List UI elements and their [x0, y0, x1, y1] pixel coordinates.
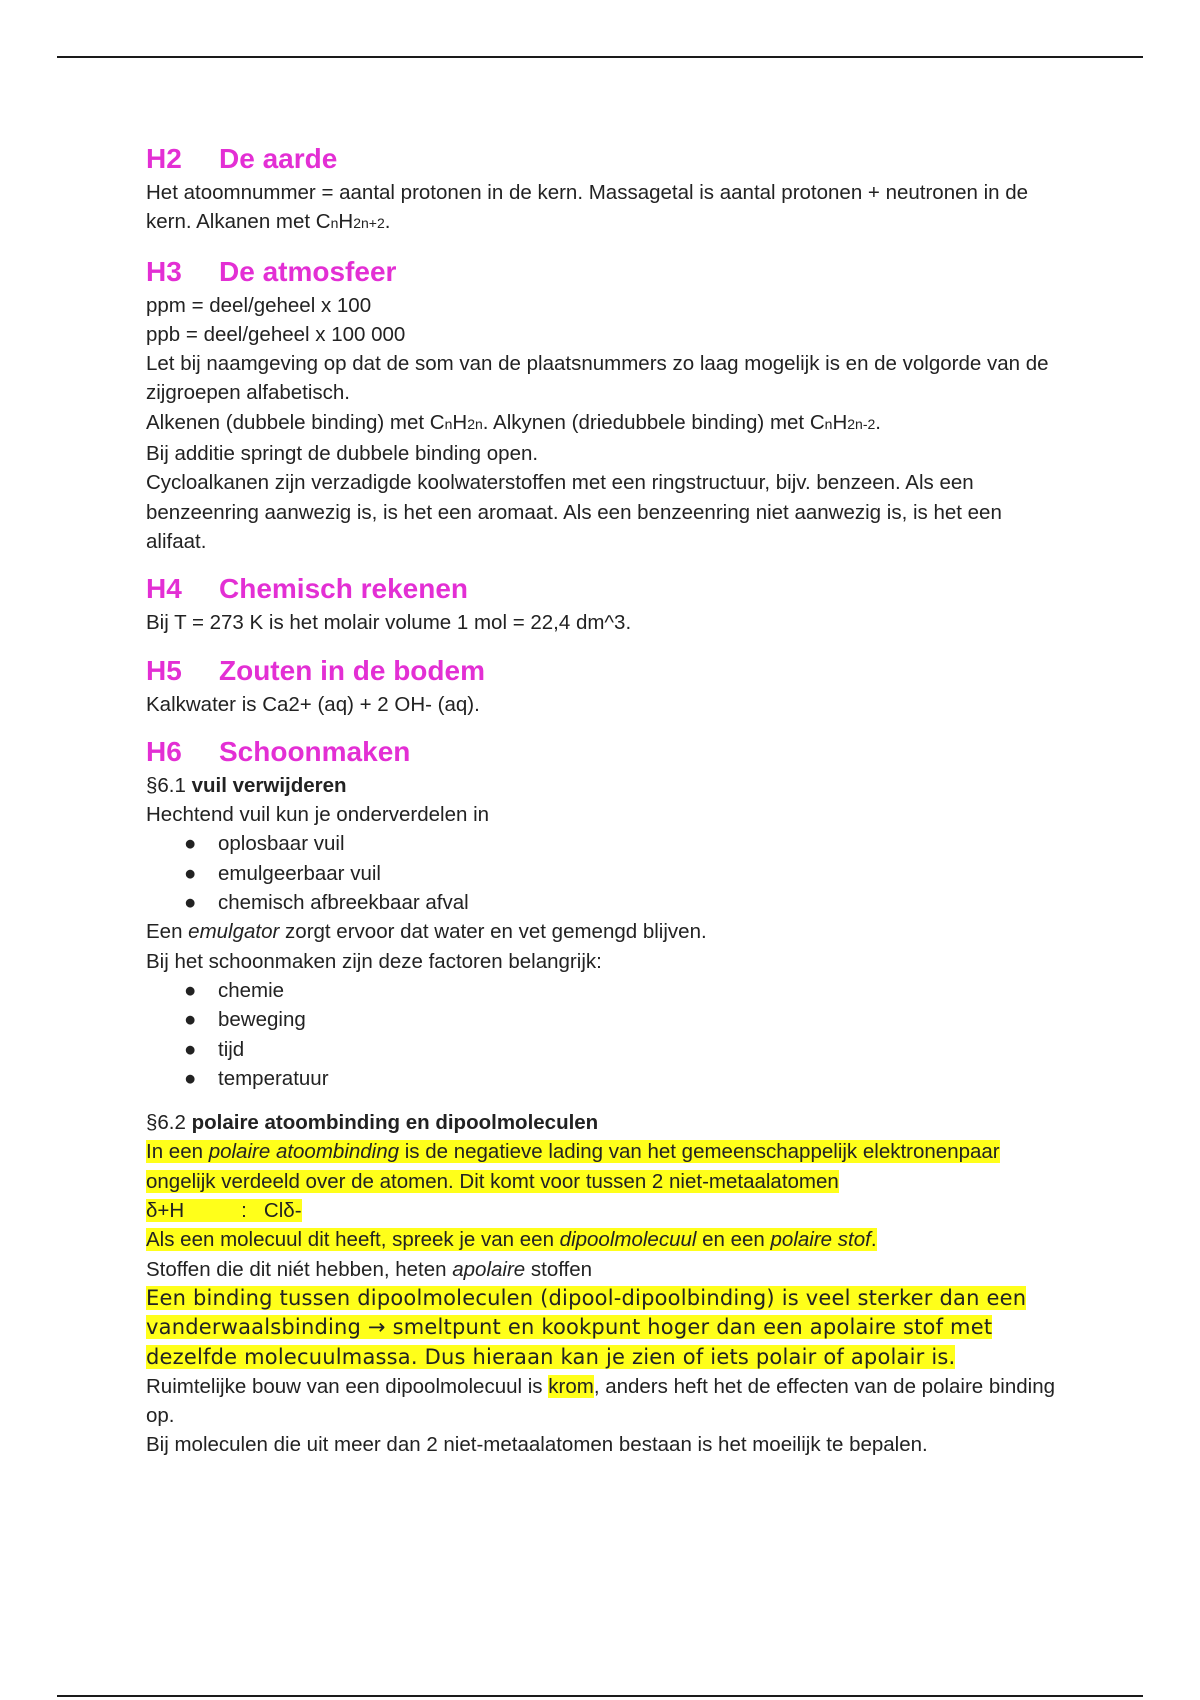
paragraph-cycloalkanen: Cycloalkanen zijn verzadigde koolwaterstoffen met een ringstructuur, bijv. benzeen. Als een benzeenring aanwezig is, is het een aromaat. Als een benzeenring niet aanwezig is, is het een alifaat. — [146, 471, 1002, 553]
list-item: ● chemie — [146, 976, 1066, 1005]
list-item: ● beweging — [146, 1005, 1066, 1034]
paragraph-atoomnummer: Het atoomnummer = aantal protonen in de kern. Massagetal is aantal protonen + neutronen in de kern. Alkanen met CnH2n+2. — [146, 181, 1029, 234]
bullet-icon: ● — [184, 1066, 197, 1090]
list-item: ● oplosbaar vuil — [146, 829, 1066, 858]
section-h4 — [146, 570, 1066, 637]
top-rule — [57, 56, 1143, 58]
paragraph-factoren: Bij het schoonmaken zijn deze factoren belangrijk: — [146, 949, 602, 973]
charge-notation: δ+H : Clδ- — [146, 1199, 302, 1223]
paragraph-apolaire: Stoffen die dit niét hebben, heten apolaire stoffen — [146, 1257, 593, 1281]
subheading-6-1: §6.1 vuil verwijderen — [146, 773, 347, 797]
paragraph-hechtend-vuil: Hechtend vuil kun je onderverdelen in — [146, 803, 490, 827]
list-factoren — [146, 976, 1066, 1093]
list-item: ● chemisch afbreekbaar afval — [146, 888, 1066, 917]
section-h6 — [146, 733, 1066, 1460]
list-item: ● emulgeerbaar vuil — [146, 859, 1066, 888]
bullet-icon: ● — [184, 978, 197, 1002]
bullet-icon: ● — [184, 1037, 197, 1061]
paragraph-ppm: ppm = deel/geheel x 100 — [146, 293, 372, 317]
paragraph-emulgator: Een emulgator zorgt ervoor dat water en vet gemengd blijven. — [146, 920, 707, 944]
paragraph-ppb: ppb = deel/geheel x 100 000 — [146, 322, 406, 346]
subheading-6-2: §6.2 polaire atoombinding en dipoolmoleculen — [146, 1111, 599, 1135]
paragraph-polaire-atoombinding: In een polaire atoombinding is de negatieve lading van het gemeenschappelijk elektronenpaar ongelijk verdeeld over de atomen. Dit komt voor tussen 2 niet-metaalatomen — [146, 1140, 1000, 1193]
section-h3 — [146, 253, 1066, 557]
heading-h5: H5 Zouten in de bodem — [146, 654, 485, 686]
heading-h6: H6 Schoonmaken — [146, 735, 411, 767]
paragraph-naamgeving: Let bij naamgeving op dat de som van de plaatsnummers zo laag mogelijk is en de volgorde van de zijgroepen alfabetisch. — [146, 352, 1049, 405]
heading-h3: H3 De atmosfeer — [146, 255, 397, 287]
list-item: ● temperatuur — [146, 1064, 1066, 1093]
bullet-icon: ● — [184, 861, 197, 885]
bullet-icon: ● — [184, 891, 197, 915]
bullet-icon: ● — [184, 832, 197, 856]
heading-h4: H4 Chemisch rekenen — [146, 573, 468, 605]
paragraph-meer-atomen: Bij moleculen die uit meer dan 2 niet-metaalatomen bestaan is het moeilijk te bepalen. — [146, 1433, 928, 1457]
paragraph-alkenen: Alkenen (dubbele binding) met CnH2n. Alkynen (driedubbele binding) met CnH2n-2. — [146, 410, 881, 434]
paragraph-additie: Bij additie springt de dubbele binding open. — [146, 442, 539, 466]
paragraph-dipool-binding: Een binding tussen dipoolmoleculen (dipool-dipoolbinding) is veel sterker dan een vanderwaalsbinding → smeltpunt en kookpunt hoger dan een apolaire stof met dezelfde molecuulmassa. Dus hieraan kan je zien of iets polair of apolair is. — [146, 1285, 1027, 1369]
document-page — [146, 140, 1066, 1460]
paragraph-molair-volume: Bij T = 273 K is het molair volume 1 mol = 22,4 dm^3. — [146, 611, 632, 635]
bottom-rule — [57, 1695, 1143, 1697]
list-item: ● tijd — [146, 1035, 1066, 1064]
paragraph-dipoolmolecuul: Als een molecuul dit heeft, spreek je van een dipoolmolecuul en een polaire stof. — [146, 1228, 877, 1252]
paragraph-ruimtelijke-bouw: Ruimtelijke bouw van een dipoolmolecuul is krom, anders heft het de effecten van de polaire binding op. — [146, 1374, 1056, 1428]
paragraph-kalkwater: Kalkwater is Ca2+ (aq) + 2 OH- (aq). — [146, 692, 480, 716]
bullet-icon: ● — [184, 1008, 197, 1032]
section-h2 — [146, 140, 1066, 239]
list-vuil — [146, 829, 1066, 917]
heading-h2: H2 De aarde — [146, 143, 338, 174]
section-h5 — [146, 652, 1066, 719]
